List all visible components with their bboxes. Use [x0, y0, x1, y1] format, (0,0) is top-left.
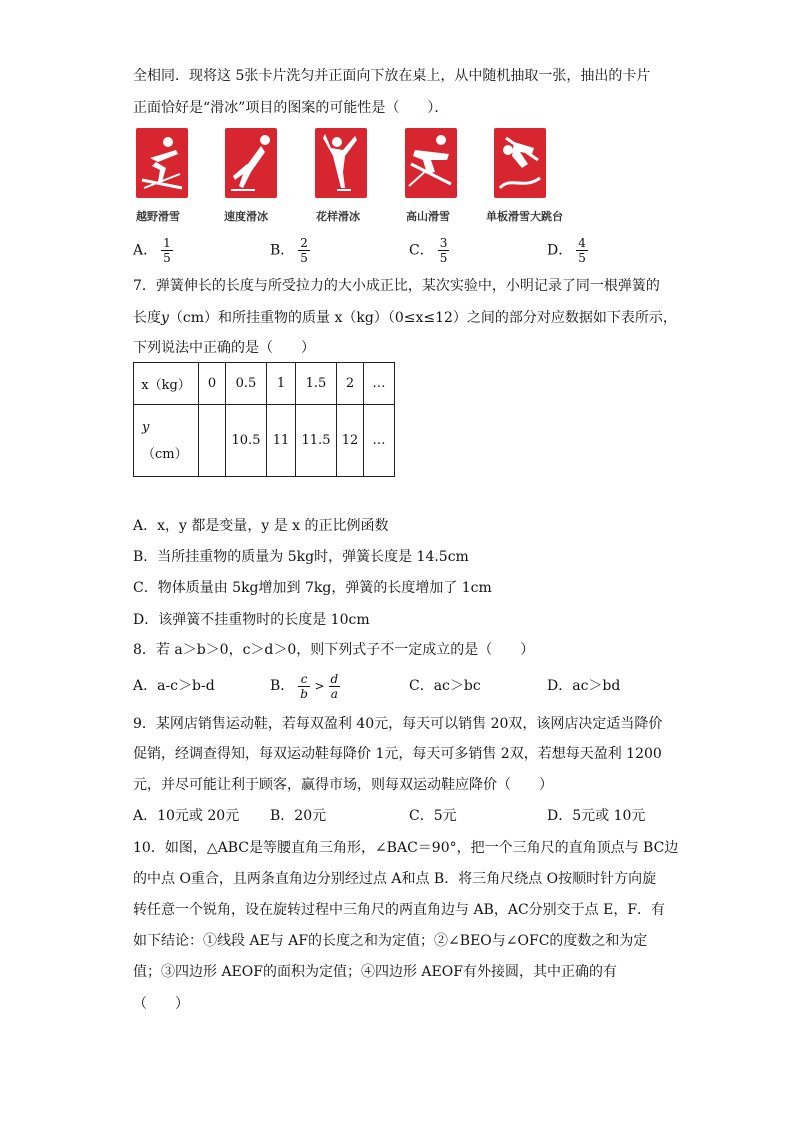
q7-option-c[interactable]: C．物体质量由 5kg增加到 7kg，弹簧的长度增加了 1cm: [133, 580, 492, 596]
q7-option-b[interactable]: B．当所挂重物的质量为 5kg时，弹簧长度是 14.5cm: [133, 549, 469, 565]
option-label: D．: [547, 242, 573, 259]
fraction: $\frac{3}{5}$: [439, 236, 448, 265]
q8-option-b[interactable]: B． $\frac{c}{b}$ > $\frac{d}{a}$: [270, 671, 339, 701]
q6-stem-line-1: 全相同．现将这 5张卡片洗匀并正面向下放在桌上，从中随机抽取一张，抽出的卡片: [133, 68, 651, 84]
table-cell: …: [364, 405, 395, 477]
q10-stem-line-3: 转任意一个锐角，设在旋转过程中三角尺的两直角边与 AB，AC分别交于点 E，F．有: [133, 902, 666, 918]
card-caption: 单板滑雪大跳台: [486, 210, 563, 223]
option-label: A．: [133, 242, 158, 259]
fraction: $\frac{c}{b}$: [300, 671, 308, 701]
q9-stem-line-2: 促销，经调查得知，每双运动鞋每降价 1元，每天可多销售 2双，若想每天盈利 1200: [133, 746, 662, 762]
table-cell: [199, 405, 226, 477]
q10-stem-line-1: 10．如图，△ABC是等腰直角三角形，∠BAC＝90°，把一个三角尺的直角顶点与 BC边: [133, 840, 679, 856]
table-row-header: y （cm）: [134, 405, 199, 477]
q8-stem: 8．若 a＞b＞0，c＞d＞0，则下列式子不一定成立的是（ ）: [133, 642, 535, 658]
table-cell: …: [364, 363, 395, 405]
q7-option-d[interactable]: D．该弹簧不挂重物时的长度是 10cm: [133, 612, 370, 628]
q9-option-c[interactable]: C．5元: [409, 808, 457, 824]
q10-stem-line-6: （ ）: [133, 996, 189, 1012]
q7-stem-line-2: 长度y（cm）和所挂重物的质量 x（kg）（0≤x≤12）之间的部分对应数据如下表所示，: [133, 310, 677, 326]
q6-option-a[interactable]: [133, 236, 173, 265]
q10-stem-line-4: 如下结论：①线段 AE与 AF的长度之和为定值；②∠BEO与∠OFC的度数之和为定: [133, 933, 648, 949]
option-label: C．: [409, 242, 434, 259]
table-cell: 10.5: [226, 405, 267, 477]
card-caption: 高山滑雪: [406, 210, 450, 223]
table-cell: 0.5: [226, 363, 267, 405]
alpine-skiing-icon: [405, 128, 457, 198]
figure-skating-icon: [315, 128, 367, 198]
table-row: [134, 405, 395, 477]
q7-stem-line-3: 下列说法中正确的是（ ）: [133, 340, 315, 356]
table-cell: 2: [337, 363, 364, 405]
fraction: $\frac{4}{5}$: [578, 236, 586, 265]
q9-stem-line-3: 元，并尽可能让利于顾客，赢得市场，则每双运动鞋应降价（ ）: [133, 777, 553, 793]
table-cell: 11.5: [296, 405, 337, 477]
table-row: [134, 363, 395, 405]
fraction: $\frac{d}{a}$: [330, 671, 339, 701]
card-caption: 花样滑冰: [316, 210, 360, 223]
table-cell: 0: [199, 363, 226, 405]
q9-option-b[interactable]: B．20元: [270, 808, 327, 824]
q8-option-d[interactable]: D．ac＞bd: [547, 678, 621, 694]
cross-country-skiing-icon: [136, 128, 188, 198]
q6-option-c[interactable]: [409, 236, 449, 265]
card-caption: 越野滑雪: [136, 210, 180, 223]
option-label: B．: [270, 242, 295, 259]
table-cell: 11: [267, 405, 296, 477]
table-cell: 12: [337, 405, 364, 477]
q8-option-c[interactable]: C．ac＞bc: [409, 678, 481, 694]
fraction: $\frac{2}{5}$: [300, 236, 308, 265]
q6-option-d[interactable]: [547, 236, 588, 265]
table-cell: 1.5: [296, 363, 337, 405]
snowboard-big-air-icon: [494, 128, 546, 198]
fraction: $\frac{1}{5}$: [163, 236, 171, 265]
card-caption: 速度滑冰: [224, 210, 268, 223]
q10-stem-line-5: 值；③四边形 AEOF的面积为定值；④四边形 AEOF有外接圆，其中正确的有: [133, 964, 617, 980]
table-cell: 1: [267, 363, 296, 405]
q9-option-a[interactable]: A．10元或 20元: [133, 808, 240, 824]
q6-stem-line-2: 正面恰好是“滑冰”项目的图案的可能性是（ ）．: [133, 100, 449, 116]
q9-option-d[interactable]: D．5元或 10元: [547, 808, 646, 824]
q10-stem-line-2: 的中点 O重合，且两条直角边分别经过点 A和点 B．将三角尺绕点 O按顺时针方向旋: [133, 871, 657, 887]
option-label: B．: [270, 678, 295, 694]
table-cell: x（kg）: [134, 363, 199, 405]
q9-stem-line-1: 9．某网店销售运动鞋，若每双盈利 40元，每天可以销售 20双，该网店决定适当降价: [133, 716, 663, 732]
q6-option-b[interactable]: [270, 236, 310, 265]
q7-stem-line-1: 7．弹簧伸长的长度与所受拉力的大小成正比，某次实验中，小明记录了同一根弹簧的: [133, 278, 660, 294]
speed-skating-icon: [225, 128, 277, 198]
q8-option-a[interactable]: A．a-c＞b-d: [133, 678, 215, 694]
q7-option-a[interactable]: A．x，y 都是变量，y 是 x 的正比例函数: [133, 518, 389, 534]
data-table: [133, 362, 395, 477]
